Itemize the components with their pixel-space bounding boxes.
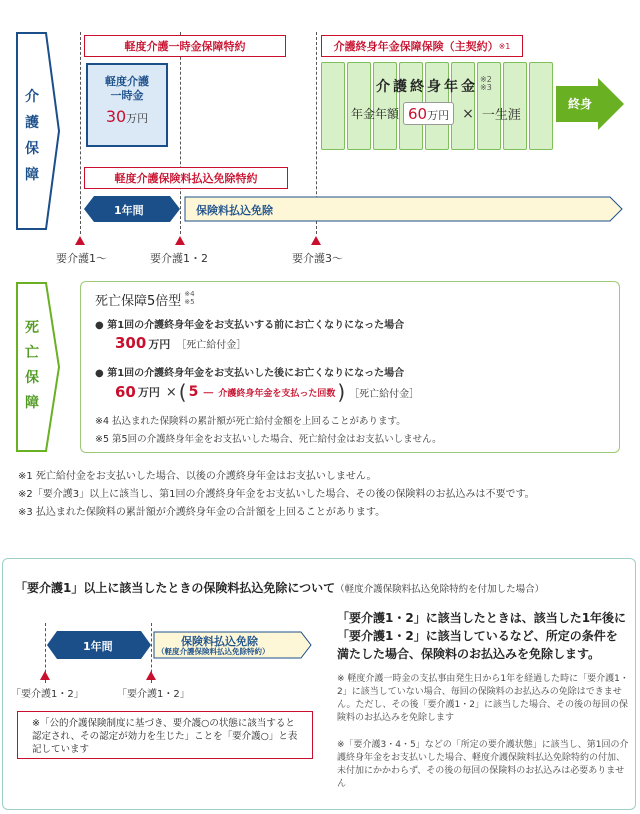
death-case2-unit: 万円 bbox=[137, 386, 160, 399]
pension-times: × bbox=[462, 105, 474, 122]
death-close-paren-icon: ) bbox=[337, 380, 346, 404]
bottom-waiver-bar bbox=[153, 631, 313, 659]
bottom-one-year-label: 1年間 bbox=[83, 640, 113, 653]
bottom-title-sub: （軽度介護保険料払込免除特約を付加した場合） bbox=[335, 584, 545, 595]
death-panel bbox=[80, 281, 620, 453]
pension-rider-text: 介護終身年金保障保険（主契約） bbox=[333, 40, 499, 53]
footnote-3: ※3 払込まれた保険料の累計額が介護終身年金の合計額を上回ることがあります。 bbox=[18, 507, 386, 518]
lump-sum-unit: 万円 bbox=[126, 112, 149, 125]
pension-amount-row bbox=[351, 102, 521, 125]
death-case1-amount: 300 bbox=[115, 334, 147, 352]
pension-rider-note: ※1 bbox=[498, 41, 511, 51]
pension-title-row bbox=[376, 76, 492, 96]
death-case1: ● 第1回の介護終身年金をお支払いする前にお亡くなりになった場合 bbox=[95, 320, 405, 331]
pension-amount-label: 年金年額 bbox=[351, 107, 400, 121]
bottom-waiver-title: 保険料払込免除 bbox=[181, 635, 258, 648]
death-title: 死亡保障5倍型 bbox=[95, 294, 182, 309]
death-case2-times: × bbox=[165, 384, 177, 400]
death-case2-amount-row bbox=[115, 382, 419, 402]
death-case2-minus: － bbox=[202, 385, 215, 400]
marker-triangle-1 bbox=[75, 236, 85, 245]
one-year-arrow bbox=[84, 196, 180, 222]
death-case1-tag: ［死亡給付金］ bbox=[176, 340, 247, 351]
pension-term: 一生涯 bbox=[481, 108, 521, 123]
footnote-1: ※1 死亡給付金をお支払いした場合、以後の介護終身年金はお支払いしません。 bbox=[18, 471, 377, 482]
lump-sum-amount-row bbox=[88, 107, 166, 129]
pension-title: 介護終身年金 bbox=[376, 79, 478, 95]
lump-sum-line2: 一時金 bbox=[110, 89, 144, 102]
bottom-waiver-sub: （軽度介護保険料払込免除特約） bbox=[157, 647, 270, 656]
lump-sum-box bbox=[86, 63, 168, 147]
bottom-note-box: ※「公的介護保険制度に基づき、要介護○の状態に該当すると認定され、その認定が効力を生じた」ことを「要介護○」と表記しています bbox=[17, 711, 313, 759]
waiver-bar-label: 保険料払込免除 bbox=[196, 204, 273, 217]
bottom-marker-triangle-1 bbox=[40, 671, 50, 680]
marker-triangle-2 bbox=[175, 236, 185, 245]
bottom-panel bbox=[2, 558, 636, 810]
pension-amount-box bbox=[403, 102, 454, 125]
marker-label-3: 要介護3〜 bbox=[292, 252, 343, 265]
marker-triangle-3 bbox=[311, 236, 321, 245]
death-open-paren-icon: ( bbox=[178, 380, 187, 404]
bottom-marker-triangle-2 bbox=[146, 671, 156, 680]
death-case2-count: 介護終身年金を支払った回数 bbox=[218, 388, 336, 399]
death-case2-five: 5 bbox=[188, 384, 199, 400]
pension-title-note: ※2 ※3 bbox=[480, 75, 492, 92]
care-guarantee-label bbox=[16, 32, 60, 230]
death-case2: ● 第1回の介護終身年金をお支払いした後にお亡くなりになった場合 bbox=[95, 368, 405, 379]
pension-amount: 60 bbox=[408, 105, 428, 123]
pension-cell bbox=[529, 62, 553, 150]
bottom-note-b: ※「要介護3・4・5」などの「所定の要介護状態」に該当し、第1回の介護終身年金をお支払いした場合、軽度介護保険料払込免除特約の付加、未付加にかかわらず、その後の毎回の保険料のお払込みは必要ありません bbox=[337, 740, 629, 789]
end-arrow bbox=[556, 78, 626, 130]
waiver-bar bbox=[184, 196, 624, 222]
death-label-text: 死亡保障 bbox=[25, 320, 39, 411]
death-guarantee-label bbox=[16, 282, 60, 452]
bottom-title-row bbox=[15, 577, 544, 596]
death-case1-unit: 万円 bbox=[148, 338, 171, 351]
pension-rider-label bbox=[321, 35, 523, 57]
marker-label-2: 要介護1・2 bbox=[150, 252, 208, 265]
bottom-marker-label-1: 「要介護1・2」 bbox=[11, 689, 84, 700]
one-year-label: 1年間 bbox=[114, 204, 144, 217]
lump-sum-line1: 軽度介護 bbox=[105, 75, 149, 88]
lump-sum-amount: 30 bbox=[105, 107, 127, 126]
death-note5: ※5 第5回の介護終身年金をお支払いした場合、死亡給付金はお支払いしません。 bbox=[95, 434, 442, 445]
end-arrow-label: 終身 bbox=[568, 97, 593, 111]
timeline-dash-2 bbox=[180, 32, 181, 234]
bottom-note-a: ※ 軽度介護一時金の支払事由発生日から1年を経過した時に「要介護1・2」に該当していない場合、毎回の保険料のお払込みの免除はできません。ただし、その後「要介護1・2」に該当した場合、その後の毎回の保険料のお払込みを免除します bbox=[337, 674, 629, 723]
timeline-dash-1 bbox=[80, 32, 81, 234]
care-label-text: 介護保障 bbox=[25, 89, 39, 183]
waiver-rider-label: 軽度介護保険料払込免除特約 bbox=[84, 167, 288, 189]
death-title-note: ※4 ※5 bbox=[184, 290, 195, 306]
death-title-row bbox=[95, 290, 195, 309]
death-case2-tag: ［死亡給付金］ bbox=[349, 388, 420, 400]
death-case2-amount: 60 bbox=[115, 383, 136, 401]
marker-label-1: 要介護1〜 bbox=[56, 252, 107, 265]
death-case1-amount-row bbox=[115, 334, 246, 352]
death-note4: ※4 払込まれた保険料の累計額が死亡給付金額を上回ることがあります。 bbox=[95, 416, 406, 427]
pension-cell bbox=[321, 62, 345, 150]
bottom-main-text: 「要介護1・2」に該当したときは、該当した1年後に「要介護1・2」に該当しているなど、所定の条件を満たした場合、保険料のお払込みを免除します。 bbox=[337, 611, 627, 661]
footnote-2: ※2「要介護3」以上に該当し、第1回の介護終身年金をお支払いした場合、その後の保険料のお払込みは不要です。 bbox=[18, 489, 535, 500]
bottom-marker-label-2: 「要介護1・2」 bbox=[117, 689, 190, 700]
bottom-one-year-arrow bbox=[47, 631, 151, 659]
pension-unit: 万円 bbox=[427, 109, 450, 122]
bottom-title: 「要介護1」以上に該当したときの保険料払込免除について bbox=[15, 581, 336, 595]
lump-sum-rider-label: 軽度介護一時金保障特約 bbox=[84, 35, 286, 57]
